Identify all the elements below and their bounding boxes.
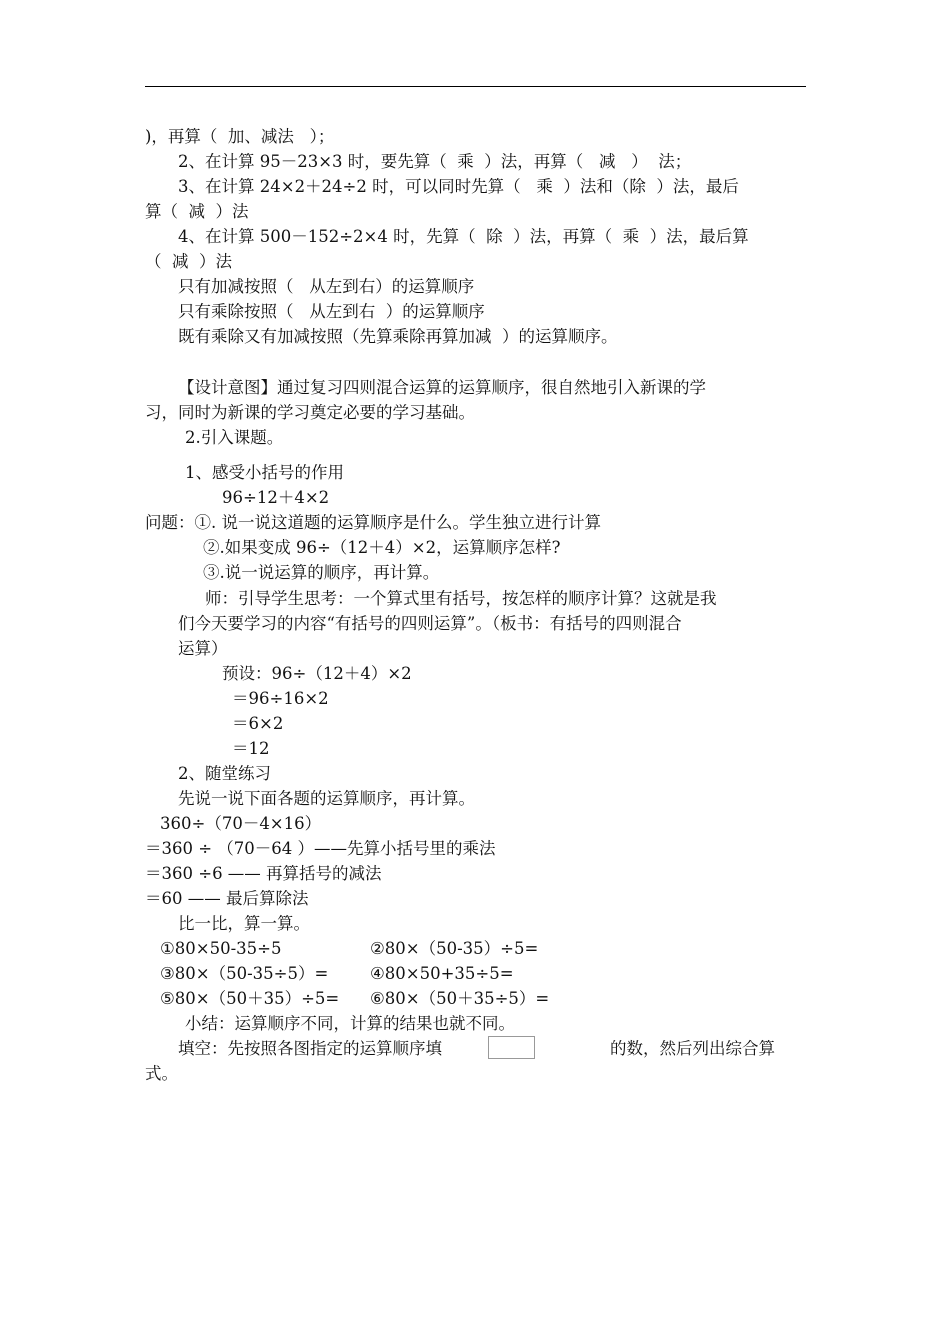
text-line: （ 减 ）法 (145, 252, 232, 271)
text-line: 师：引导学生思考：一个算式里有括号，按怎样的顺序计算？这就是我 (205, 589, 717, 608)
text-line: 式。 (145, 1064, 178, 1083)
text-line: 算（ 减 ）法 (145, 202, 249, 221)
math-expression: ＝60 —— 最后算除法 (145, 889, 309, 908)
text-line: 【设计意图】通过复习四则混合运算的运算顺序，很自然地引入新课的学 (178, 378, 706, 397)
text-line: 填空：先按照各图指定的运算顺序填 (178, 1039, 442, 1058)
text-line: 先说一说下面各题的运算顺序，再计算。 (178, 789, 475, 808)
text-line: 运算） (178, 639, 228, 658)
section-heading: 2.引入课题。 (185, 428, 284, 447)
math-expression: 预设：96÷（12＋4）×2 (222, 664, 412, 683)
text-line: 4、在计算 500－152÷2×4 时，先算（ 除 ）法，再算（ 乘 ）法，最后算 (178, 227, 749, 246)
text-line: 比一比，算一算。 (178, 914, 310, 933)
text-line: 的数，然后列出综合算 (610, 1039, 775, 1058)
exercise-item: ②80×（50-35）÷5= (370, 939, 539, 958)
text-line: 习，同时为新课的学习奠定必要的学习基础。 (145, 403, 475, 422)
text-line: 只有加减按照（ 从左到右）的运算顺序 (178, 277, 475, 296)
exercise-item: ⑥80×（50＋35÷5）= (370, 989, 550, 1008)
text-line: )，再算（ 加、减法 ）； (145, 127, 335, 146)
text-line: 既有乘除又有加减按照（先算乘除再算加减 ）的运算顺序。 (178, 327, 618, 346)
subsection-heading: 1、感受小括号的作用 (185, 463, 344, 482)
math-expression: ＝360 ÷6 —— 再算括号的减法 (145, 864, 382, 883)
summary-text: 小结：运算顺序不同，计算的结果也就不同。 (185, 1014, 515, 1033)
blank-box (488, 1036, 535, 1059)
math-expression: ＝96÷16×2 (232, 689, 329, 708)
text-line: 2、在计算 95－23×3 时，要先算（ 乘 ）法，再算（ 减 ） 法； (178, 152, 692, 171)
exercise-item: ①80×50-35÷5 (160, 939, 282, 958)
text-line: 只有乘除按照（ 从左到右 ）的运算顺序 (178, 302, 485, 321)
math-expression: ＝12 (232, 739, 270, 758)
text-line: 们今天要学习的内容“有括号的四则运算”。（板书：有括号的四则混合 (178, 614, 682, 633)
text-line: 问题：①. 说一说这道题的运算顺序是什么。学生独立进行计算 (145, 513, 601, 532)
exercise-item: ⑤80×（50＋35）÷5= (160, 989, 340, 1008)
math-expression: ＝6×2 (232, 714, 284, 733)
text-line: 3、在计算 24×2＋24÷2 时，可以同时先算（ 乘 ）法和（除 ）法，最后 (178, 177, 739, 196)
math-expression: 360÷（70－4×16） (160, 814, 322, 833)
text-line: ②.如果变成 96÷（12＋4）×2，运算顺序怎样? (203, 538, 561, 557)
exercise-item: ④80×50+35÷5= (370, 964, 514, 983)
math-expression: ＝360 ÷ （70－64 ）——先算小括号里的乘法 (145, 839, 496, 858)
header-rule (145, 86, 806, 87)
text-line: ③.说一说运算的顺序，再计算。 (203, 563, 440, 582)
math-expression: 96÷12＋4×2 (222, 488, 330, 507)
exercise-item: ③80×（50-35÷5）= (160, 964, 329, 983)
subsection-heading: 2、随堂练习 (178, 764, 271, 783)
